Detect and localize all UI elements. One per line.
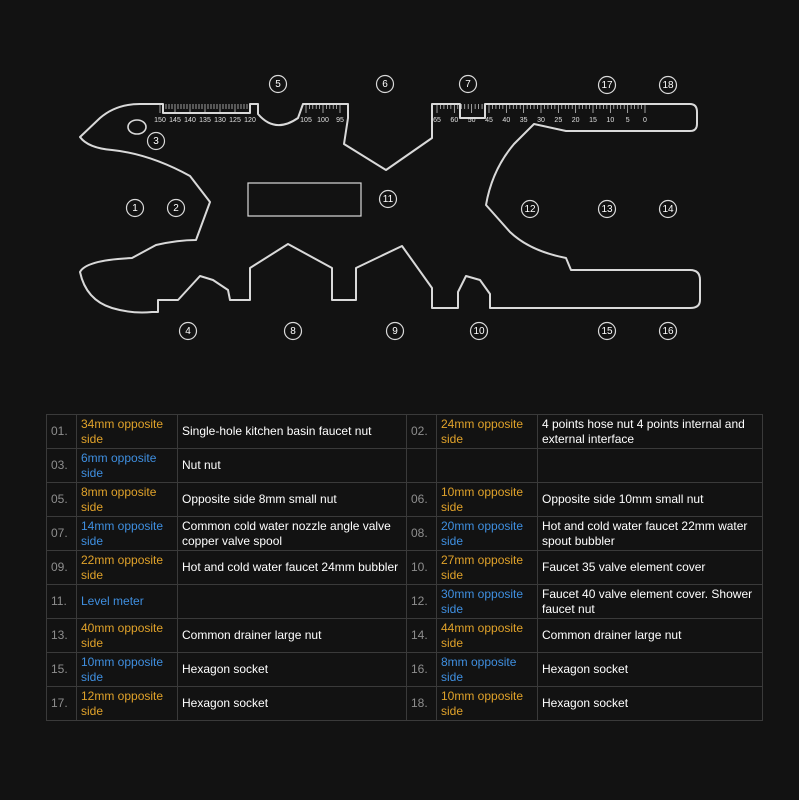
item-size: 8mm opposite side [437,653,538,687]
table-row [47,653,763,687]
item-size: 30mm opposite side [437,585,538,619]
item-description: Hexagon socket [538,687,763,721]
callout-number: 7 [465,79,471,90]
ruler-tick-label: 140 [184,117,196,124]
ruler-tick-label: 15 [589,117,597,124]
item-number: 12. [407,585,437,619]
item-number: 11. [47,585,77,619]
callout-number: 18 [662,80,674,91]
callout-17 [599,77,616,94]
ruler-tick-label: 10 [606,117,615,124]
item-description: Common drainer large nut [178,619,407,653]
item-number: 05. [47,483,77,517]
ruler-tick-label: 5 [625,117,630,124]
item-number: 18. [407,687,437,721]
ruler-tick-label: 45 [485,117,493,124]
callout-16 [660,323,677,340]
item-number: 15. [47,653,77,687]
callout-number: 15 [601,326,613,337]
item-number: 13. [47,619,77,653]
item-size: Level meter [77,585,178,619]
item-size: 6mm opposite side [77,449,178,483]
ruler-tick-label: 30 [537,117,545,124]
item-number: 16. [407,653,437,687]
table-row [47,415,763,449]
item-number: 10. [407,551,437,585]
callout-number: 11 [382,194,394,205]
ruler-tick-label: 50 [467,117,476,124]
ruler-right [433,104,647,124]
ruler-tick-label: 35 [519,117,528,124]
callout-13 [599,201,616,218]
callout-number: 8 [290,326,296,337]
item-number: 08. [407,517,437,551]
callout-number: 14 [662,204,674,215]
item-description: Faucet 40 valve element cover. Shower faucet nut [538,585,763,619]
item-description: Nut nut [178,449,407,483]
item-number: 09. [47,551,77,585]
item-description: 4 points hose nut 4 points internal and external interface [538,415,763,449]
callout-number: 10 [473,326,485,337]
callout-11 [380,191,397,208]
table-row [47,619,763,653]
item-description: Single-hole kitchen basin faucet nut [178,415,407,449]
item-size: 24mm opposite side [437,415,538,449]
item-size: 14mm opposite side [77,517,178,551]
hanging-hole [128,120,146,134]
item-size: 34mm opposite side [77,415,178,449]
ruler-tick-label: 105 [300,117,312,124]
table-row [47,483,763,517]
item-size: 44mm opposite side [437,619,538,653]
table-row [47,687,763,721]
item-size: 27mm opposite side [437,551,538,585]
item-description: Common drainer large nut [538,619,763,653]
ruler-tick-label: 65 [433,117,441,124]
callout-number: 16 [662,326,674,337]
item-description: Opposite side 8mm small nut [178,483,407,517]
callout-10 [471,323,488,340]
item-size [437,449,538,483]
callout-number: 13 [601,204,613,215]
item-number: 03. [47,449,77,483]
ruler-tick-label: 20 [571,117,580,124]
callout-3 [148,133,165,150]
ruler-tick-label: 0 [643,117,647,124]
table-row [47,449,763,483]
item-description: Opposite side 10mm small nut [538,483,763,517]
callout-7 [460,76,477,93]
callout-number: 3 [153,136,159,147]
item-number: 14. [407,619,437,653]
callout-18 [660,77,677,94]
callout-number: 4 [185,326,191,337]
callout-number: 1 [132,203,138,214]
ruler-mid [300,104,344,124]
item-description [538,449,763,483]
ruler-tick-label: 150 [154,117,166,124]
callout-2 [168,200,185,217]
callout-6 [377,76,394,93]
ruler-tick-label: 145 [169,117,181,124]
ruler-tick-label: 95 [336,117,344,124]
callout-number: 5 [275,79,281,90]
table-row [47,551,763,585]
callout-4 [180,323,197,340]
ruler-tick-label: 60 [450,117,459,124]
item-description: Hexagon socket [178,653,407,687]
ruler-tick-label: 25 [554,117,563,124]
item-size: 40mm opposite side [77,619,178,653]
level-meter-window [248,183,361,216]
callout-number: 17 [601,80,613,91]
table-row [47,585,763,619]
item-size: 22mm opposite side [77,551,178,585]
item-size: 12mm opposite side [77,687,178,721]
callout-12 [522,201,539,218]
ruler-tick-label: 100 [317,117,329,124]
callout-15 [599,323,616,340]
item-number [407,449,437,483]
item-number: 02. [407,415,437,449]
ruler-tick-label: 40 [502,117,511,124]
callout-1 [127,200,144,217]
callout-number: 6 [382,79,388,90]
callout-5 [270,76,287,93]
ruler-tick-label: 135 [199,117,211,124]
item-size: 10mm opposite side [77,653,178,687]
callout-8 [285,323,302,340]
wrench-outline-diagram [0,0,799,370]
item-description: Common cold water nozzle angle valve copper valve spool [178,517,407,551]
item-description: Hexagon socket [178,687,407,721]
item-size: 20mm opposite side [437,517,538,551]
item-number: 06. [407,483,437,517]
item-size: 10mm opposite side [437,687,538,721]
spec-table [46,414,763,721]
ruler-tick-label: 120 [244,117,256,124]
callout-number: 9 [392,326,398,337]
item-size: 8mm opposite side [77,483,178,517]
callout-14 [660,201,677,218]
callout-number: 2 [173,203,179,214]
item-number: 07. [47,517,77,551]
ruler-tick-label: 125 [229,117,241,124]
item-number: 01. [47,415,77,449]
table-row [47,517,763,551]
item-description [178,585,407,619]
item-description: Faucet 35 valve element cover [538,551,763,585]
item-description: Hexagon socket [538,653,763,687]
item-description: Hot and cold water faucet 24mm bubbler [178,551,407,585]
callout-number: 12 [524,204,536,215]
item-description: Hot and cold water faucet 22mm water spout bubbler [538,517,763,551]
callout-9 [387,323,404,340]
item-size: 10mm opposite side [437,483,538,517]
ruler-tick-label: 130 [214,117,226,124]
item-number: 17. [47,687,77,721]
